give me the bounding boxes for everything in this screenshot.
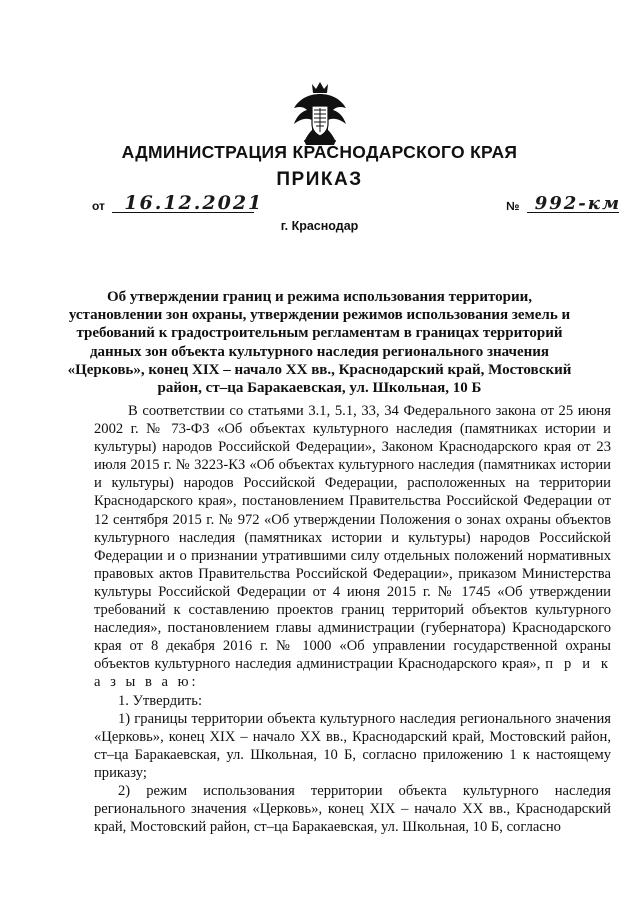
item-1: 1. Утвердить: bbox=[118, 692, 203, 709]
handwritten-number: 992-км bbox=[534, 193, 622, 214]
date-line bbox=[112, 192, 264, 214]
organization-name: АДМИНИСТРАЦИЯ КРАСНОДАРСКОГО КРАЯ bbox=[121, 142, 518, 162]
number-prefix: № bbox=[506, 199, 520, 213]
item-1-1: 1) границы территории объекта культурного наследия регионального значения «Церковь», конец XIX – начало XX вв., Краснодарский край, Мостовский район, ст–ца Баракаевская, ул. Школьная, 10 Б, согласно приложению 1 к настоящему приказу; bbox=[94, 710, 611, 781]
preamble-paragraph bbox=[94, 402, 611, 692]
number-line bbox=[527, 193, 622, 214]
date-prefix: от bbox=[92, 199, 105, 213]
number-field bbox=[506, 193, 622, 214]
document-body bbox=[94, 402, 611, 836]
document-title: Об утверждении границ и режима использования территории, установлении зон охраны, утверждении режимов использования земель и требований к градостроительным регламентам в границах территорий данных зон объекта культурного наследия регионального значения «Церковь», конец XIX – начало XX вв., Краснодарский край, Мостовский район, ст–ца Баракаевская, ул. Школьная, 10 Б bbox=[67, 289, 572, 397]
order-word: п р и к а з ы в а ю: bbox=[94, 656, 611, 691]
date-field bbox=[92, 192, 264, 214]
city: г. Краснодар bbox=[280, 219, 359, 233]
document-type: ПРИКАЗ bbox=[276, 169, 363, 190]
handwritten-date: 16.12.2021 bbox=[124, 192, 264, 214]
coat-of-arms-icon bbox=[290, 80, 350, 146]
item-1-2: 2) режим использования территории объекта культурного наследия регионального значения «Церковь», конец XIX – начало XX вв., Краснодарский край, Мостовский район, ст–ца Баракаевская, ул. Школьная, 10 Б, согласно bbox=[94, 782, 611, 836]
preamble-text: В соответствии со статьями 3.1, 5.1, 33, 34 Федерального закона от 25 июня 2002 г. № 73-ФЗ «Об объектах культурного наследия (памятниках истории и культуры) народов Российской Федерации», Законом Краснодарского края от 23 июля 2015 г. № 3223-КЗ «Об объектах культурного наследия (памятниках истории и культуры) народов Российской Федерации, расположенных на территории Краснодарского края», постановлением Правительства Российской Федерации от 12 сентября 2015 г. № 972 «Об утверждении Положения о зонах охраны объектов культурного наследия (памятниках истории и культуры) народов Российской Федерации и о признании утратившими силу отдельных положений нормативных правовых актов Правительства Российской Федерации», приказом Министерства культуры Российской Федерации от 4 июня 2015 г. № 1745 «Об утверждении требований к составлению проектов границ территорий объектов культурного наследия», постановлением главы администрации (губернатора) Краснодарского края от 8 декабря 2016 г. № 1000 «Об управлении государственной охраны объектов культурного наследия администрации Краснодарского края», bbox=[94, 403, 611, 673]
